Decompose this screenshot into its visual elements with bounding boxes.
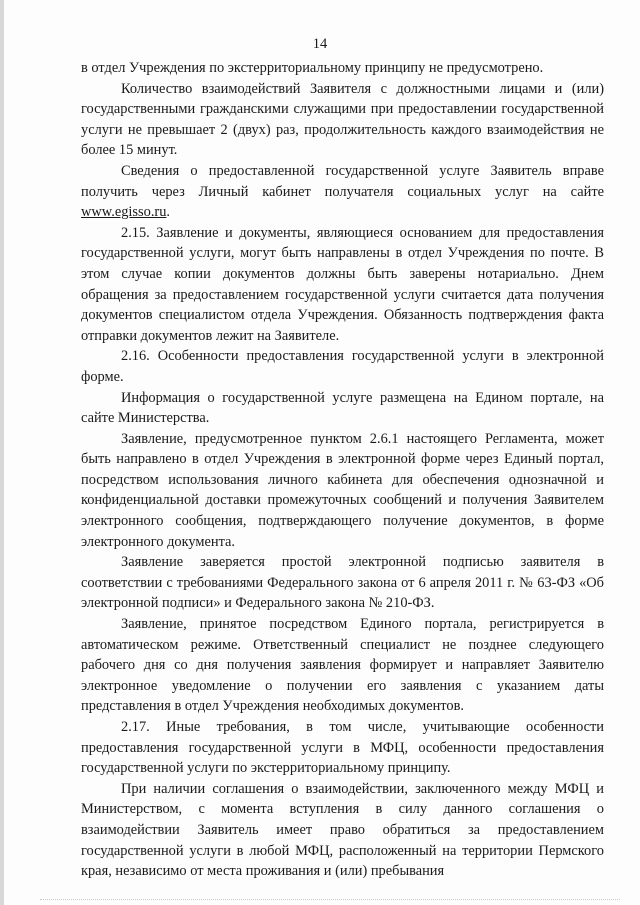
page-number: 14 — [312, 36, 328, 52]
paragraph-interactions: Количество взаимодействий Заявителя с должностными лицами и (или) государственными гражданскими служащими при предоставлении государственной услуги не превышает 2 (двух) раз, продолжительность каждого взаимодействия не более 15 минут. — [81, 80, 604, 159]
paragraph-mfc-agreement: При наличии соглашения о взаимодействии, заключенного между МФЦ и Министерством, с момента вступления в силу данного соглашения о взаимодействии Заявитель имеет право обратиться за предоставлением государственной услуги в любой МФЦ, расположенный на территории Пермского края, независимо от места проживания и (или) пребывания — [81, 780, 604, 880]
scan-bottom-edge — [40, 899, 620, 903]
egisso-link[interactable]: www.egisso.ru — [81, 204, 167, 221]
paragraph-continuation: в отдел Учреждения по экстерриториальному принципу не предусмотрено. — [81, 60, 544, 76]
document-body — [81, 58, 604, 882]
paragraph-registration: Заявление, принятое посредством Единого портала, регистрируется в автоматическом режиме. Ответственный специалист не позднее следующего рабочего дня со дня получения заявления формирует и направляет Заявителю электронное уведомление о получении его заявления с указанием даты представления в отдел Учреждения необходимых документов. — [81, 616, 604, 715]
paragraph-egisso-period: . — [166, 204, 171, 221]
paragraph-2-16: 2.16. Особенности предоставления государственной услуги в электронной форме. — [81, 348, 604, 385]
paragraph-portal-info: Информация о государственной услуге размещена на Едином портале, на сайте Министерства. — [81, 389, 604, 427]
paragraph-electronic-signature: Заявление заверяется простой электронной подписью заявителя в соответствии с требованиями Федерального закона от 6 апреля 2011 г. № 63-ФЗ «Об электронной подписи» и Федерального закона № 210-ФЗ. — [81, 554, 604, 612]
paragraph-egisso — [81, 161, 604, 223]
paragraph-electronic-application: Заявление, предусмотренное пунктом 2.6.1 настоящего Регламента, может быть направлено в отдел Учреждения в электронной форме через Единый портал, посредством использования личного кабинета для обеспечения однозначной и конфиденциальной доставки промежуточных сообщений и получения Заявителем электронного сообщения, подтверждающего получение документов, в форме электронного документа. — [81, 430, 604, 550]
paragraph-egisso-text: Сведения о предоставленной государственной услуге Заявитель вправе получить через Личный кабинет получателя социальных услуг на сайте — [81, 162, 604, 200]
paragraph-2-15: 2.15. Заявление и документы, являющиеся основанием для предоставления государственной услуги, могут быть направлены в отдел Учреждения по почте. В этом случае копии документов должны быть заверены нотариально. Днем обращения за предоставлением государственной услуги считается дата получения документов специалистом отдела Учреждения. Обязанность подтверждения факта отправки документов лежит на Заявителе. — [81, 224, 604, 344]
paragraph-2-17: 2.17. Иные требования, в том числе, учитывающие особенности предоставления государственной услуги в МФЦ, особенности предоставления государственной услуги по экстерриториальному принципу. — [81, 719, 604, 777]
scan-edge — [0, 0, 4, 905]
